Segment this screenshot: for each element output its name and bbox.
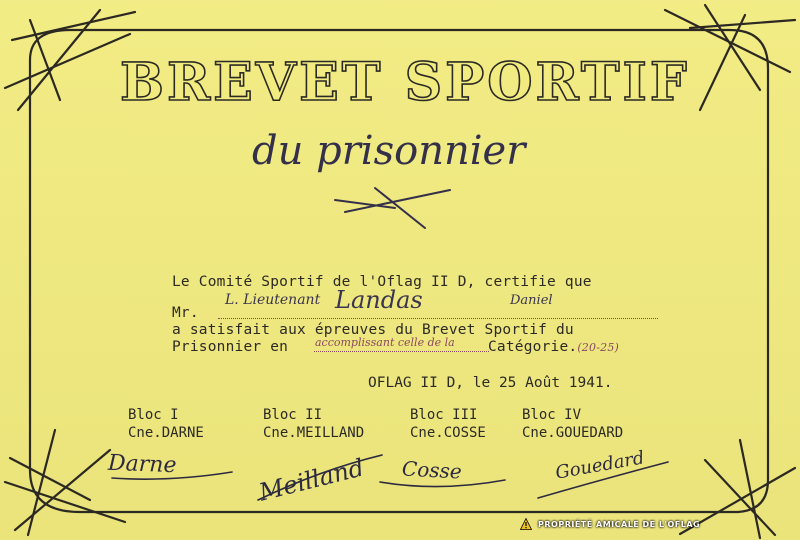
recipient-grade: L. Lieutenant: [225, 292, 321, 308]
category-statement-start: Prisonnier en: [172, 339, 289, 355]
bloc-captain: Cne.GOUEDARD: [522, 425, 624, 441]
bloc-label: Bloc II: [263, 407, 323, 423]
category-label: Catégorie.: [488, 339, 578, 355]
certificate-title: BREVET SPORTIF: [120, 52, 690, 113]
category-text: accomplissant celle de la: [315, 336, 455, 349]
recipient-name: Landas: [335, 286, 423, 314]
name-dotted-line: [218, 318, 658, 319]
certificate-subtitle: du prisonnier: [252, 128, 526, 174]
category-fill: [315, 336, 455, 349]
bloc-label: Bloc IV: [522, 407, 582, 423]
warning-icon: [520, 518, 532, 530]
bloc-signatory: [522, 406, 623, 442]
achievement-statement: a satisfait aux épreuves du Brevet Sportif du: [172, 322, 574, 338]
date-line: OFLAG II D, le 25 Août 1941.: [368, 375, 613, 391]
bloc-signatory: [128, 406, 204, 442]
bloc-captain: Cne.COSSE: [410, 425, 486, 441]
signature-gouedard: Gouedard: [553, 447, 646, 484]
signature-cosse: Cosse: [401, 456, 463, 484]
bloc-captain: Cne.DARNE: [128, 425, 204, 441]
age-range: (20-25): [577, 341, 620, 354]
bloc-signatory: [410, 406, 486, 442]
bloc-signatory: [263, 406, 364, 442]
ownership-watermark: [520, 516, 700, 532]
watermark-text: PROPRIÉTÉ AMICALE DE L'OFLAG: [538, 519, 701, 529]
certification-statement: Le Comité Sportif de l'Oflag II D, certifie que: [172, 274, 592, 290]
signature-meilland: Meilland: [256, 453, 367, 507]
bloc-captain: Cne.MEILLAND: [263, 425, 365, 441]
subtitle-flourish: [335, 188, 450, 228]
recipient-firstname: Daniel: [510, 293, 553, 308]
bloc-label: Bloc I: [128, 407, 179, 423]
signature-darne: Darne: [107, 450, 177, 479]
category-dotted-line: [314, 351, 489, 352]
category-statement-end: [488, 339, 619, 355]
recipient-title-label: Mr.: [172, 305, 199, 321]
bloc-label: Bloc III: [410, 407, 478, 423]
